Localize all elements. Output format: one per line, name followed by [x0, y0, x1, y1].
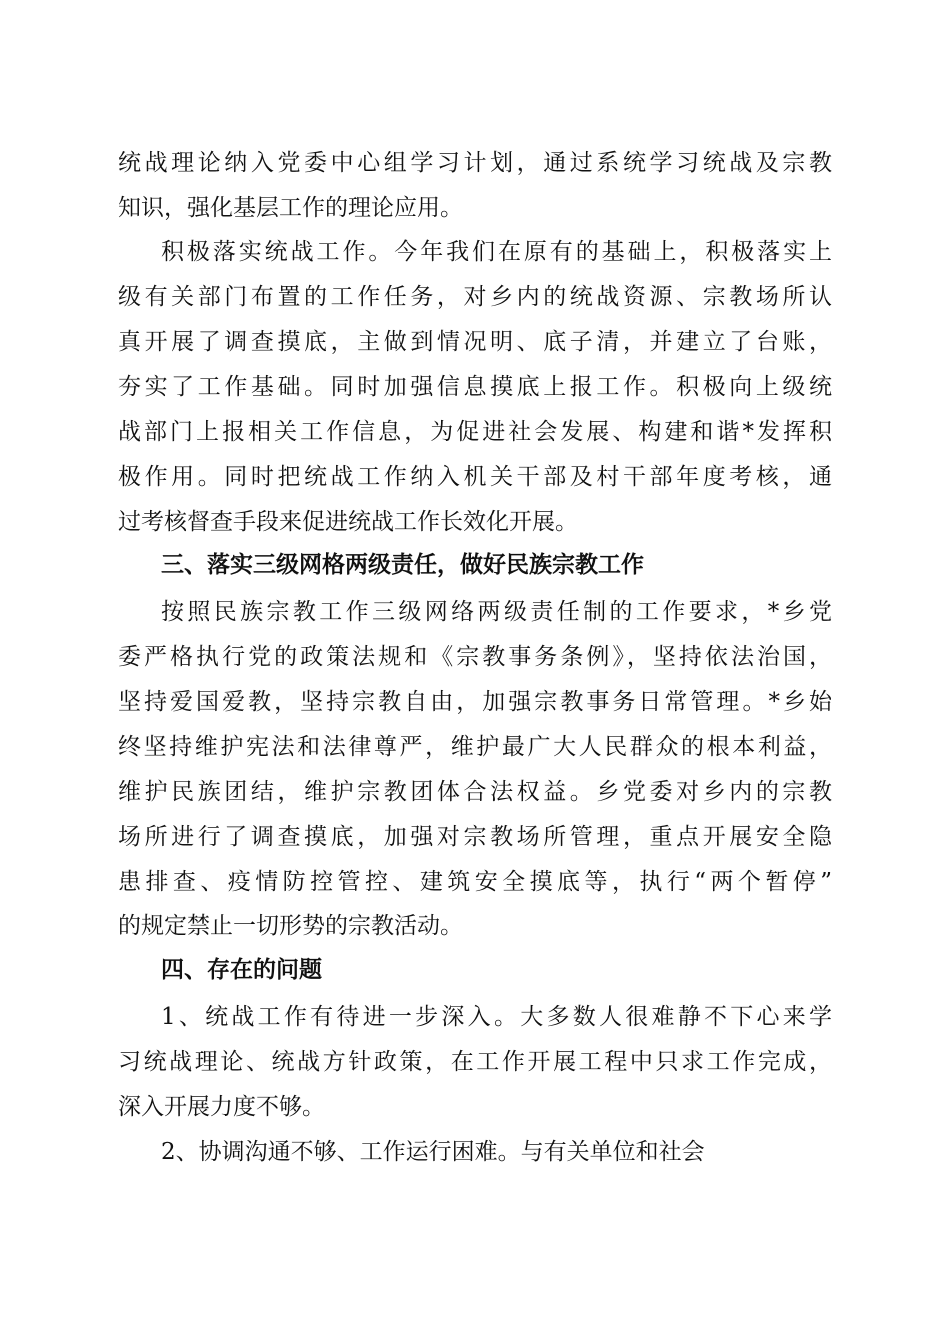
paragraph-lead-line: 1、统战工作有待进一步深入。大多数人很难静不下心来学: [161, 1004, 832, 1030]
body-text-line: 的规定禁止一切形势的宗教活动。: [118, 913, 463, 939]
body-text-line: 深入开展力度不够。: [118, 1094, 325, 1120]
body-text-line: 场所进行了调查摸底，加强对宗教场所管理，重点开展安全隐: [118, 824, 832, 850]
section-heading-4: 四、存在的问题: [161, 957, 322, 983]
body-text-line: 真开展了调查摸底，主做到情况明、底子清，并建立了台账，: [118, 329, 832, 355]
body-text-line: 维护民族团结，维护宗教团体合法权益。乡党委对乡内的宗教: [118, 779, 832, 805]
body-text-line: 知识，强化基层工作的理论应用。: [118, 195, 463, 221]
paragraph-lead-line: 按照民族宗教工作三级网络两级责任制的工作要求，*乡党: [161, 599, 832, 625]
body-text-line: 极作用。同时把统战工作纳入机关干部及村干部年度考核，通: [118, 464, 832, 490]
body-text-line: 患排查、疫情防控管控、建筑安全摸底等，执行“两个暂停”: [118, 869, 832, 895]
body-text-line: 委严格执行党的政策法规和《宗教事务条例》，坚持依法治国，: [118, 644, 832, 670]
paragraph-lead-line: 积极落实统战工作。今年我们在原有的基础上，积极落实上: [161, 239, 832, 265]
body-text-line: 统战理论纳入党委中心组学习计划，通过系统学习统战及宗教: [118, 150, 832, 176]
body-text-line: 习统战理论、统战方针政策，在工作开展工程中只求工作完成，: [118, 1049, 832, 1075]
body-text-line: 坚持爱国爱教，坚持宗教自由，加强宗教事务日常管理。*乡始: [118, 689, 832, 715]
body-text-line: 过考核督查手段来促进统战工作长效化开展。: [118, 509, 578, 535]
section-heading-3: 三、落实三级网格两级责任，做好民族宗教工作: [161, 552, 644, 578]
body-text-line: 战部门上报相关工作信息，为促进社会发展、构建和谐*发挥积: [118, 419, 832, 445]
body-text-line: 终坚持维护宪法和法律尊严，维护最广大人民群众的根本利益，: [118, 734, 832, 760]
body-text-line: 级有关部门布置的工作任务，对乡内的统战资源、宗教场所认: [118, 284, 832, 310]
paragraph-lead-line: 2、协调沟通不够、工作运行困难。与有关单位和社会: [161, 1139, 705, 1165]
body-text-line: 夯实了工作基础。同时加强信息摸底上报工作。积极向上级统: [118, 374, 832, 400]
